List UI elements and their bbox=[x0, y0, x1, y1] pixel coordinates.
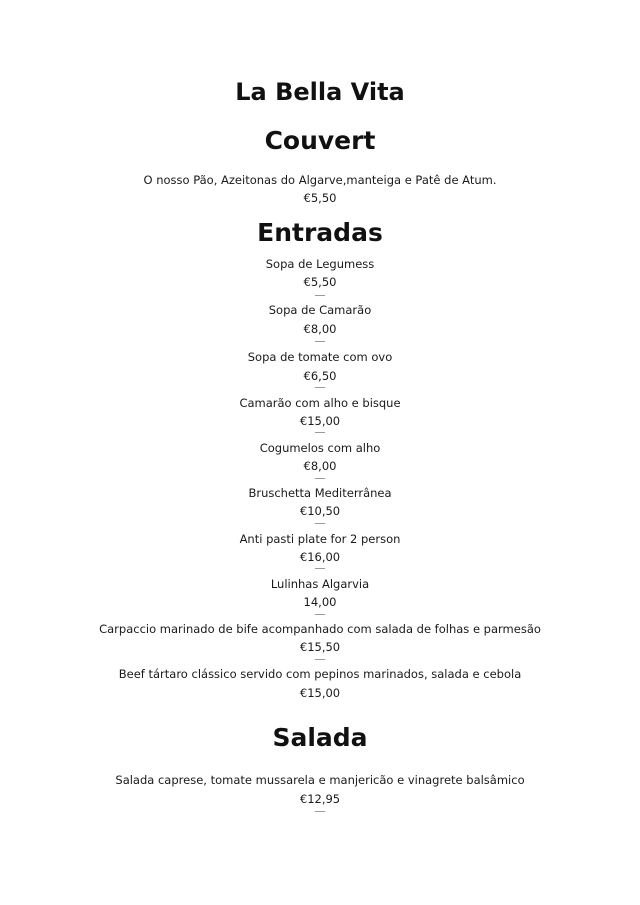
entradas-item-name: Bruschetta Mediterrânea bbox=[248, 486, 392, 500]
couvert-item-price: €5,50 bbox=[303, 191, 337, 205]
entradas-item-price: €15,00 bbox=[299, 414, 341, 428]
entradas-item-name: Beef tártaro clássico servido com pepinos marinados, salada e cebola bbox=[118, 667, 522, 681]
item-divider bbox=[315, 387, 325, 388]
entradas-item-price: €10,50 bbox=[299, 504, 341, 518]
entradas-item-price: €8,00 bbox=[303, 459, 337, 473]
entradas-item-name: Anti pasti plate for 2 person bbox=[239, 532, 401, 546]
entradas-item-price: €15,00 bbox=[299, 686, 341, 700]
entradas-item-name: Sopa de tomate com ovo bbox=[247, 350, 393, 364]
item-divider bbox=[315, 295, 325, 296]
item-divider bbox=[315, 523, 325, 524]
salada-item-name: Salada caprese, tomate mussarela e manjericão e vinagrete balsâmico bbox=[115, 773, 525, 787]
entradas-item-price: €8,00 bbox=[303, 322, 337, 336]
item-divider bbox=[315, 811, 325, 812]
entradas-item-price: 14,00 bbox=[303, 595, 337, 609]
entradas-item-name: Sopa de Legumess bbox=[265, 257, 375, 271]
entradas-item-name: Camarão com alho e bisque bbox=[239, 396, 401, 410]
entradas-item-name: Lulinhas Algarvia bbox=[270, 577, 370, 591]
item-divider bbox=[315, 659, 325, 660]
entradas-item-name: Carpaccio marinado de bife acompanhado com salada de folhas e parmesão bbox=[99, 622, 541, 636]
entradas-item-price: €6,50 bbox=[303, 369, 337, 383]
item-divider bbox=[315, 568, 325, 569]
entradas-item-price: €16,00 bbox=[299, 550, 341, 564]
entradas-item-price: €5,50 bbox=[303, 275, 337, 289]
entradas-item-name: Cogumelos com alho bbox=[259, 441, 381, 455]
entradas-item-price: €15,50 bbox=[299, 640, 341, 654]
couvert-item-name: O nosso Pão, Azeitonas do Algarve,manteiga e Patê de Atum. bbox=[143, 173, 497, 187]
restaurant-name: La Bella Vita bbox=[235, 78, 405, 106]
item-divider bbox=[315, 478, 325, 479]
item-divider bbox=[315, 432, 325, 433]
section-title-salada: Salada bbox=[272, 723, 368, 752]
item-divider bbox=[315, 341, 325, 342]
section-title-entradas: Entradas bbox=[257, 218, 383, 247]
section-title-couvert: Couvert bbox=[264, 126, 376, 155]
salada-item-price: €12,95 bbox=[299, 792, 341, 806]
entradas-item-name: Sopa de Camarão bbox=[268, 303, 372, 317]
item-divider bbox=[315, 614, 325, 615]
